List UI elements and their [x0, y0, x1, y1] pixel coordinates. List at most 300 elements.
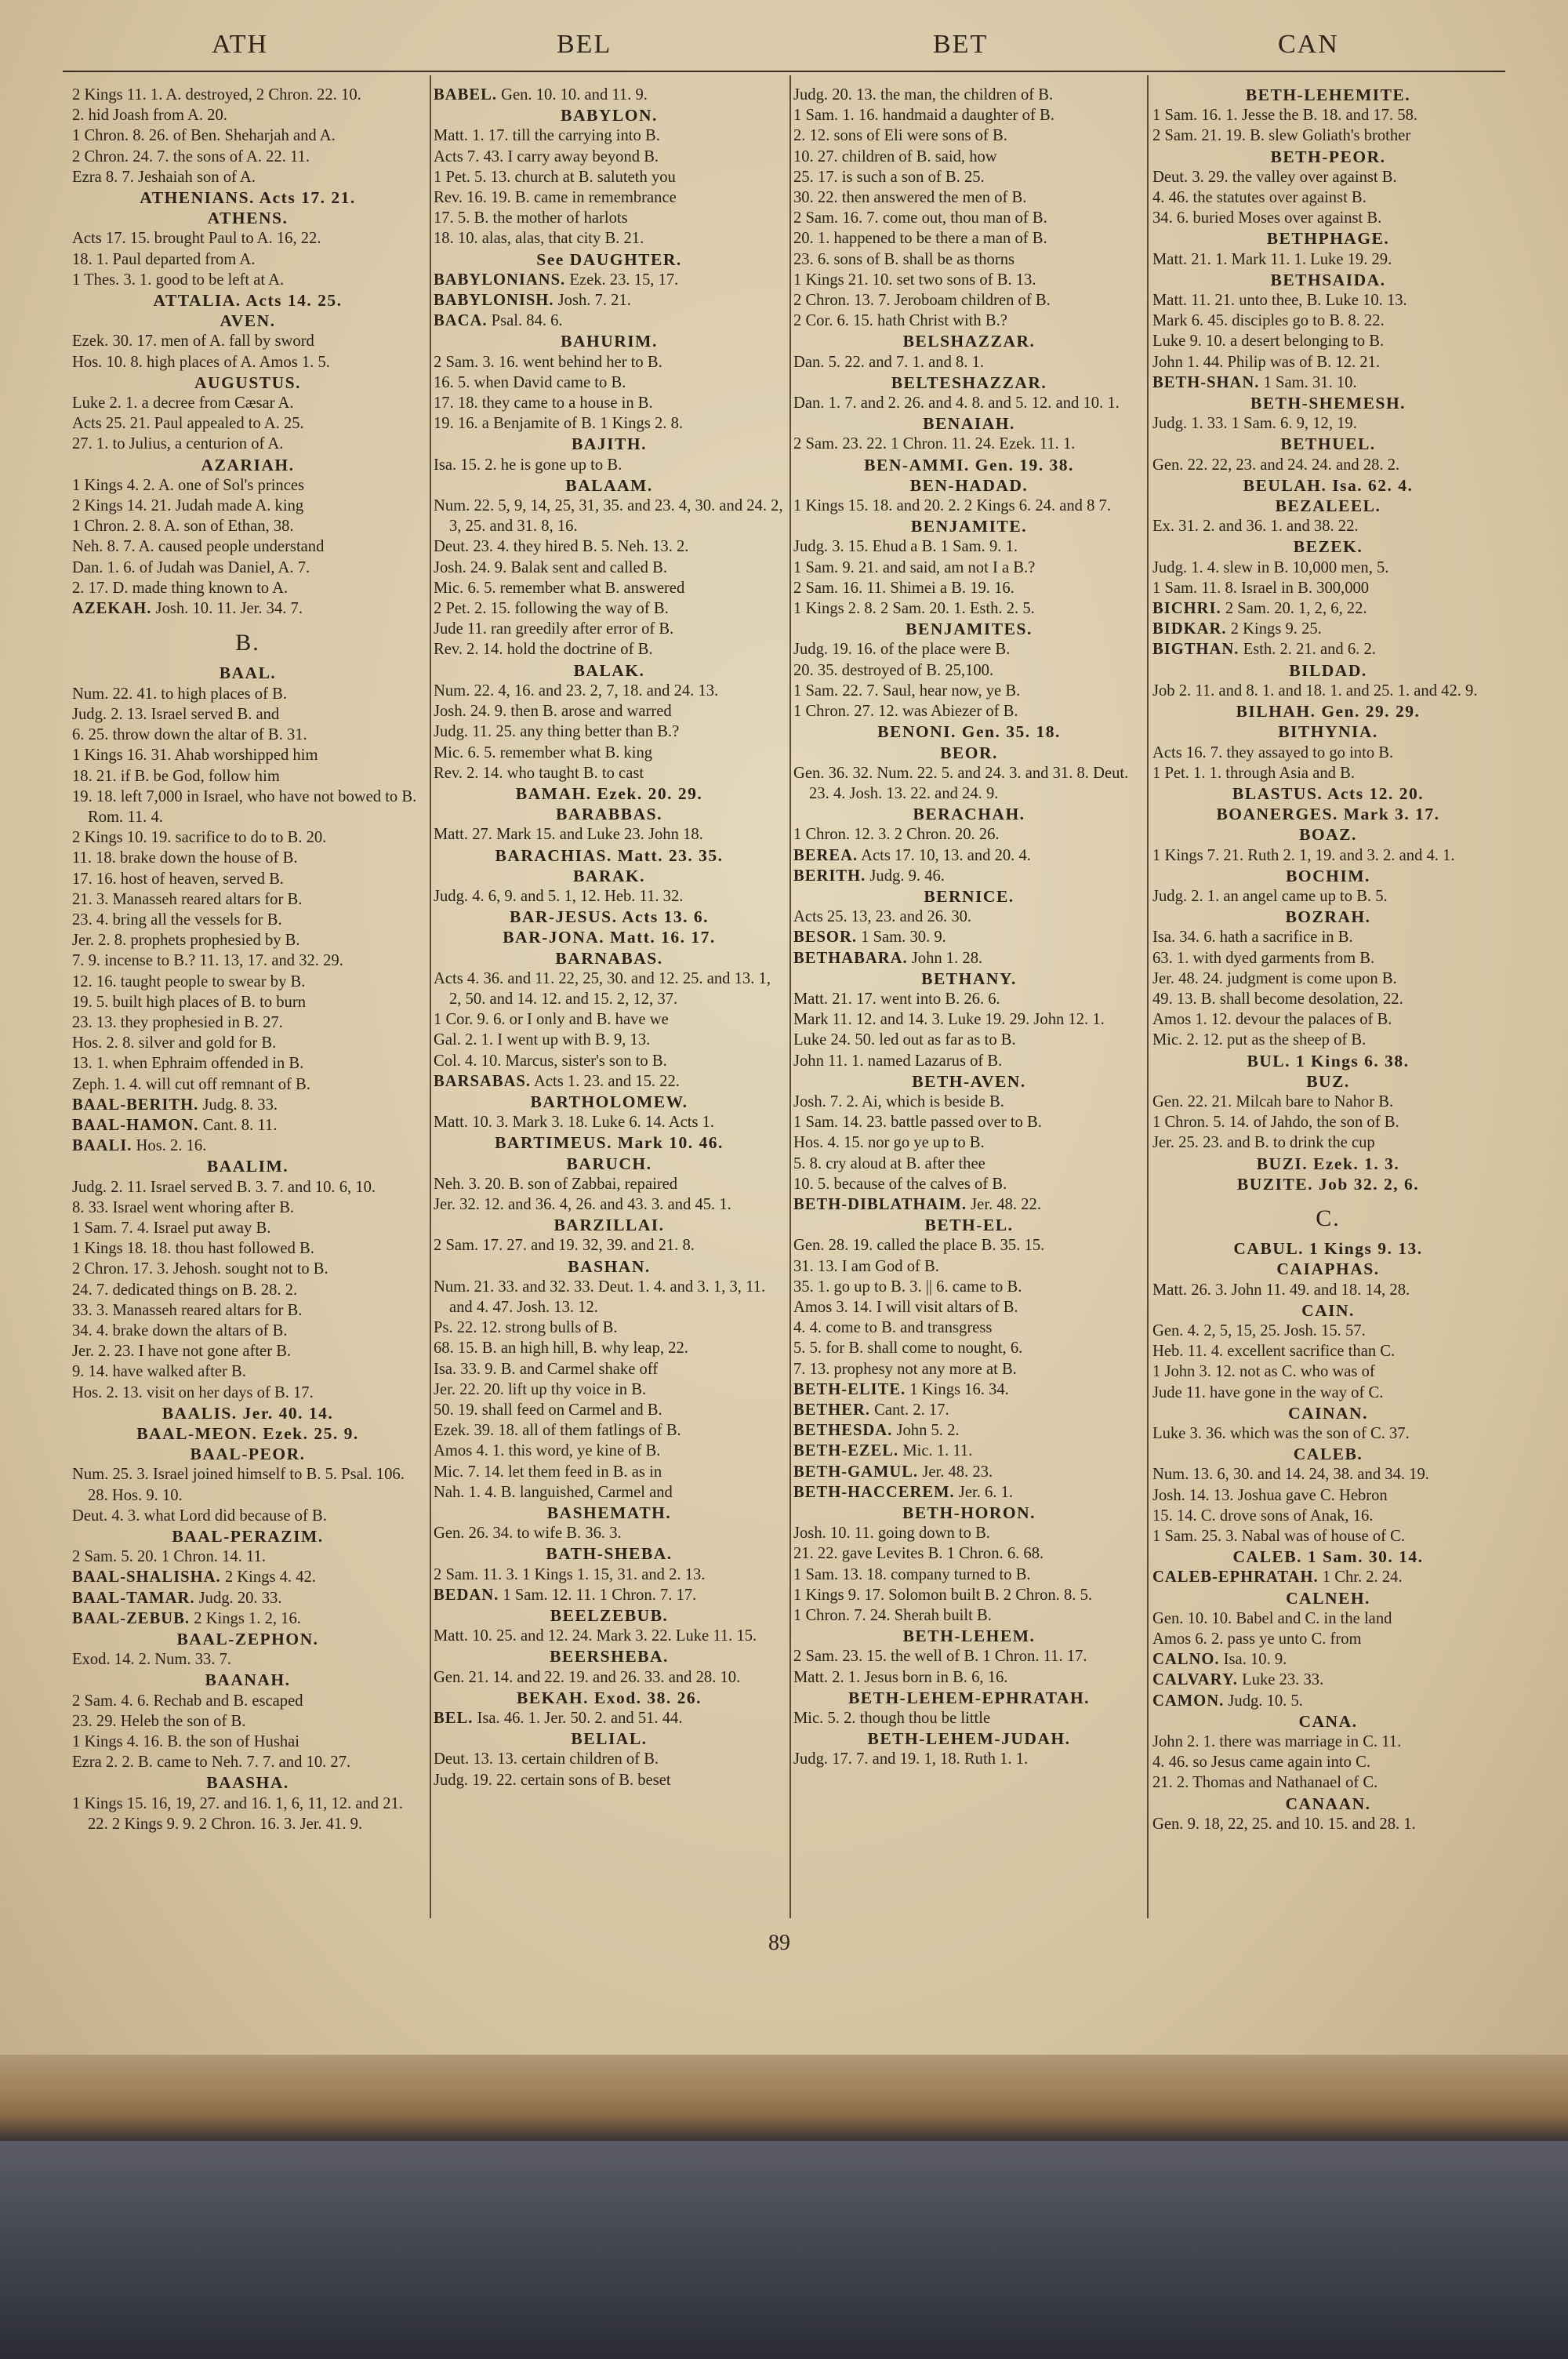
reference-line: Hos. 2. 13. visit on her days of B. 17. — [72, 1383, 314, 1401]
running-head-3: BET — [933, 30, 989, 59]
entry-heading: BAAL-PERAZIM. — [172, 1527, 324, 1547]
entry-heading: CAIN. — [1301, 1300, 1355, 1320]
reference-line: Gen. 26. 34. to wife B. 36. 3. — [434, 1525, 622, 1543]
entry-heading: BEULAH. Isa. 62. 4. — [1243, 475, 1414, 495]
entry-line: BETHER. Cant. 2. 17. — [793, 1401, 949, 1419]
reference-line: 7. 13. prophesy not any more at B. — [793, 1360, 1017, 1378]
entry-heading: CAINAN. — [1288, 1403, 1368, 1423]
entry-heading: BETH-AVEN. — [912, 1071, 1026, 1091]
reference-line: 1 Sam. 1. 16. handmaid a daughter of B. — [793, 107, 1054, 125]
reference-line: 1 Sam. 16. 1. Jesse the B. 18. and 17. 58. — [1152, 107, 1418, 125]
reference-line: Acts 25. 13, 23. and 26. 30. — [793, 908, 972, 926]
entry-line: CALEB-EPHRATAH. 1 Chr. 2. 24. — [1152, 1568, 1403, 1587]
entry-heading: BELSHAZZAR. — [902, 332, 1036, 351]
entry-heading: ATTALIA. Acts 14. 25. — [153, 291, 343, 311]
reference-line: 4. 4. come to B. and transgress — [793, 1319, 993, 1337]
reference-line: Dan. 1. 6. of Judah was Daniel, A. 7. — [72, 558, 310, 576]
entry-heading: BEERSHEBA. — [550, 1647, 669, 1667]
reference-line: 1 Kings 15. 18. and 20. 2. 2 Kings 6. 24. and 8 7. — [793, 497, 1111, 515]
reference-line: Jer. 48. 24. judgment is come upon B. — [1152, 969, 1397, 987]
reference-line: 2 Sam. 23. 22. 1 Chron. 11. 24. Ezek. 11. 1. — [793, 435, 1076, 453]
reference-line: 2 Chron. 13. 7. Jeroboam children of B. — [793, 292, 1051, 310]
entry-line: BEL. Isa. 46. 1. Jer. 50. 2. and 51. 44. — [434, 1710, 683, 1728]
entry-heading: BAR-JESUS. Acts 13. 6. — [510, 907, 709, 927]
entry-line: BACA. Psal. 84. 6. — [434, 312, 563, 330]
entry-heading: BALAK. — [573, 660, 645, 680]
reference-line: Gen. 4. 2, 5, 15, 25. Josh. 15. 57. — [1152, 1321, 1366, 1339]
entry-heading: BERACHAH. — [913, 805, 1025, 824]
column-rule — [1147, 75, 1149, 1918]
reference-line: Gen. 22. 22, 23. and 24. 24. and 28. 2. — [1152, 456, 1400, 474]
entry-line: BABYLONISH. Josh. 7. 21. — [434, 292, 631, 310]
reference-line: 34. 6. buried Moses over against B. — [1152, 209, 1382, 227]
running-head-4: CAN — [1278, 30, 1339, 59]
reference-line: 50. 19. shall feed on Carmel and B. — [434, 1401, 662, 1419]
reference-line: Neh. 8. 7. A. caused people understand — [72, 538, 325, 556]
reference-line: Luke 3. 36. which was the son of C. 37. — [1152, 1425, 1410, 1442]
entry-heading: BAAL-MEON. Ezek. 25. 9. — [136, 1424, 359, 1443]
reference-line: 1 Kings 21. 10. set two sons of B. 13. — [793, 271, 1036, 289]
reference-line: 1 Kings 7. 21. Ruth 2. 1, 19. and 3. 2. and 4. 1. — [1152, 846, 1455, 864]
reference-line: 10. 5. because of the calves of B. — [793, 1175, 1007, 1193]
reference-line: Matt. 1. 17. till the carrying into B. — [434, 127, 660, 145]
entry-heading: BERNICE. — [924, 886, 1014, 906]
reference-line: Jude 11. ran greedily after error of B. — [434, 620, 674, 638]
reference-line: Jer. 2. 23. I have not gone after B. — [72, 1343, 292, 1361]
reference-line: Acts 17. 15. brought Paul to A. 16, 22. — [72, 230, 321, 248]
entry-heading: BAAL-ZEPHON. — [176, 1630, 319, 1649]
reference-line: Matt. 26. 3. John 11. 49. and 18. 14, 28. — [1152, 1281, 1410, 1299]
entry-heading: BOAZ. — [1299, 825, 1357, 845]
reference-line: 17. 16. host of heaven, served B. — [72, 870, 284, 888]
reference-line: 2 Sam. 4. 6. Rechab and B. escaped — [72, 1692, 303, 1710]
reference-line: Matt. 21. 1. Mark 11. 1. Luke 19. 29. — [1152, 250, 1392, 268]
entry-line: BIDKAR. 2 Kings 9. 25. — [1152, 620, 1322, 638]
reference-line: Isa. 34. 6. hath a sacrifice in B. — [1152, 929, 1353, 947]
entry-line: BARSABAS. Acts 1. 23. and 15. 22. — [434, 1072, 680, 1090]
reference-line: 1 Kings 15. 16, 19, 27. and 16. 1, 6, 11, 12. and 21. 22. 2 Kings 9. 9. 2 Chron. 16. 3. Jer. 41. 9. — [72, 1794, 403, 1833]
reference-line: 2 Kings 14. 21. Judah made A. king — [72, 497, 304, 515]
reference-line: Judg. 4. 6, 9. and 5. 1, 12. Heb. 11. 32. — [434, 887, 684, 905]
reference-line: Rev. 2. 14. hold the doctrine of B. — [434, 641, 653, 659]
entry-heading: BARAK. — [572, 866, 646, 885]
reference-line: 5. 8. cry aloud at B. after thee — [793, 1154, 985, 1172]
reference-line: 35. 1. go up to B. 3. || 6. came to B. — [793, 1278, 1022, 1296]
reference-line: 1 Kings 9. 17. Solomon built B. 2 Chron. 8. 5. — [793, 1586, 1093, 1604]
reference-line: 23. 29. Heleb the son of B. — [72, 1712, 246, 1730]
reference-line: 2 Sam. 17. 27. and 19. 32, 39. and 21. 8. — [434, 1237, 695, 1255]
reference-line: 2 Kings 11. 1. A. destroyed, 2 Chron. 22. 10. — [72, 86, 361, 104]
reference-line: 19. 18. left 7,000 in Israel, who have not bowed to B. Rom. 11. 4. — [72, 787, 417, 826]
reference-line: Nah. 1. 4. B. languished, Carmel and — [434, 1483, 673, 1501]
reference-line: 21. 22. gave Levites B. 1 Chron. 6. 68. — [793, 1545, 1044, 1563]
reference-line: Neh. 3. 20. B. son of Zabbai, repaired — [434, 1175, 678, 1193]
entry-heading: BEELZEBUB. — [550, 1606, 669, 1626]
entry-heading: BETH-EL. — [924, 1216, 1014, 1235]
entry-heading: ATHENS. — [207, 209, 289, 228]
entry-heading: CANAAN. — [1285, 1794, 1371, 1813]
reference-line: Gen. 28. 19. called the place B. 35. 15. — [793, 1237, 1045, 1255]
reference-line: Mark 11. 12. and 14. 3. Luke 19. 29. John 12. 1. — [793, 1011, 1105, 1029]
reference-line: Josh. 7. 2. Ai, which is beside B. — [793, 1092, 1004, 1110]
reference-line: 20. 1. happened to be there a man of B. — [793, 230, 1047, 248]
entry-heading: CANA. — [1298, 1711, 1358, 1731]
reference-line: 16. 5. when David came to B. — [434, 373, 626, 391]
reference-line: 1 Sam. 14. 23. battle passed over to B. — [793, 1114, 1042, 1132]
reference-line: Deut. 23. 4. they hired B. 5. Neh. 13. 2. — [434, 538, 689, 556]
entry-heading: BAHURIM. — [561, 332, 658, 351]
reference-line: Matt. 11. 21. unto thee, B. Luke 10. 13. — [1152, 292, 1407, 310]
entry-heading: BILHAH. Gen. 29. 29. — [1236, 702, 1421, 722]
reference-line: 1 Kings 4. 16. B. the son of Hushai — [72, 1733, 300, 1751]
reference-line: 1 Sam. 11. 8. Israel in B. 300,000 — [1152, 579, 1370, 597]
reference-line: John 1. 44. Philip was of B. 12. 21. — [1152, 353, 1381, 371]
section-letter: C. — [1316, 1205, 1341, 1231]
reference-line: Gal. 2. 1. I went up with B. 9, 13. — [434, 1031, 651, 1049]
reference-line: 12. 16. taught people to swear by B. — [72, 972, 306, 990]
reference-line: 9. 14. have walked after B. — [72, 1363, 246, 1381]
reference-line: 24. 7. dedicated things on B. 28. 2. — [72, 1281, 298, 1299]
entry-heading: BARZILLAI. — [554, 1216, 665, 1235]
reference-line: Amos 6. 2. pass ye unto C. from — [1152, 1630, 1362, 1648]
entry-line: BETHABARA. John 1. 28. — [793, 949, 983, 967]
reference-line: 2 Sam. 3. 16. went behind her to B. — [434, 353, 662, 371]
reference-line: Judg. 1. 33. 1 Sam. 6. 9, 12, 19. — [1152, 415, 1357, 433]
desk-surface — [0, 2141, 1568, 2359]
entry-heading: ATHENIANS. Acts 17. 21. — [140, 188, 356, 208]
reference-line: Acts 7. 43. I carry away beyond B. — [434, 147, 659, 165]
entry-heading: BAASHA. — [206, 1773, 289, 1793]
reference-line: Zeph. 1. 4. will cut off remnant of B. — [72, 1075, 310, 1093]
reference-line: Mic. 6. 5. remember what B. answered — [434, 579, 685, 597]
entry-heading: BEN-AMMI. Gen. 19. 38. — [864, 455, 1074, 474]
reference-line: 49. 13. B. shall become desolation, 22. — [1152, 990, 1403, 1008]
reference-line: 1 Thes. 3. 1. good to be left at A. — [72, 271, 285, 289]
reference-line: 1 Sam. 25. 3. Nabal was of house of C. — [1152, 1528, 1406, 1546]
entry-line: CALVARY. Luke 23. 33. — [1152, 1671, 1324, 1689]
reference-line: 11. 18. brake down the house of B. — [72, 849, 298, 867]
reference-line: 30. 22. then answered the men of B. — [793, 189, 1027, 207]
reference-line: 1 Kings 4. 2. A. one of Sol's princes — [72, 476, 305, 494]
reference-line: 1 Sam. 9. 21. and said, am not I a B.? — [793, 558, 1036, 576]
reference-line: Matt. 2. 1. Jesus born in B. 6, 16. — [793, 1668, 1008, 1686]
entry-heading: BUL. 1 Kings 6. 38. — [1247, 1051, 1410, 1070]
entry-heading: CALEB. 1 Sam. 30. 14. — [1232, 1547, 1424, 1567]
reference-line: John 2. 1. there was marriage in C. 11. — [1152, 1733, 1402, 1751]
reference-line: Judg. 20. 13. the man, the children of B. — [793, 86, 1054, 104]
reference-line: Deut. 4. 3. what Lord did because of B. — [72, 1507, 327, 1525]
reference-line: Matt. 21. 17. went into B. 26. 6. — [793, 990, 1000, 1008]
concordance-column-4 — [1152, 85, 1504, 1834]
reference-line: Mic. 2. 12. put as the sheep of B. — [1152, 1031, 1367, 1049]
reference-line: 2 Sam. 5. 20. 1 Chron. 14. 11. — [72, 1548, 266, 1566]
reference-line: 2. 17. D. made thing known to A. — [72, 579, 289, 597]
entry-line: BAAL-ZEBUB. 2 Kings 1. 2, 16. — [72, 1609, 301, 1627]
reference-line: Gen. 36. 32. Num. 22. 5. and 24. 3. and 31. 8. Deut. 23. 4. Josh. 13. 22. and 24. 9. — [793, 764, 1129, 802]
entry-heading: BOANERGES. Mark 3. 17. — [1216, 805, 1440, 824]
entry-line: BABYLONIANS. Ezek. 23. 15, 17. — [434, 271, 679, 289]
reference-line: 1 Cor. 9. 6. or I only and B. have we — [434, 1011, 669, 1029]
section-letter: B. — [235, 630, 260, 656]
reference-line: Gen. 21. 14. and 22. 19. and 26. 33. and 28. 10. — [434, 1668, 741, 1686]
reference-line: Amos 4. 1. this word, ye kine of B. — [434, 1442, 661, 1460]
entry-heading: BETHUEL. — [1280, 434, 1376, 454]
entry-heading: BETH-PEOR. — [1270, 147, 1386, 166]
entry-heading: BENAIAH. — [923, 414, 1015, 434]
reference-line: Mic. 6. 5. remember what B. king — [434, 743, 653, 761]
entry-heading: See DAUGHTER. — [536, 249, 682, 269]
reference-line: 2 Pet. 2. 15. following the way of B. — [434, 600, 669, 618]
reference-line: 1 John 3. 12. not as C. who was of — [1152, 1363, 1375, 1381]
entry-line: BEDAN. 1 Sam. 12. 11. 1 Chron. 7. 17. — [434, 1586, 697, 1604]
reference-line: Judg. 19. 22. certain sons of B. beset — [434, 1771, 671, 1789]
reference-line: Judg. 19. 16. of the place were B. — [793, 641, 1011, 659]
entry-line: CAMON. Judg. 10. 5. — [1152, 1692, 1303, 1710]
entry-heading: BETH-LEHEM-JUDAH. — [867, 1729, 1071, 1749]
entry-heading: BETH-HORON. — [902, 1503, 1036, 1523]
reference-line: Hos. 2. 8. silver and gold for B. — [72, 1034, 277, 1052]
entry-heading: BARACHIAS. Matt. 23. 35. — [495, 845, 724, 865]
column-rule — [430, 75, 431, 1918]
entry-line: BETH-SHAN. 1 Sam. 31. 10. — [1152, 373, 1357, 391]
reference-line: 4. 46. the statutes over against B. — [1152, 189, 1367, 207]
reference-line: 19. 16. a Benjamite of B. 1 Kings 2. 8. — [434, 415, 684, 433]
reference-line: 1 Chron. 12. 3. 2 Chron. 20. 26. — [793, 826, 1000, 844]
reference-line: Dan. 1. 7. and 2. 26. and 4. 8. and 5. 12. and 10. 1. — [793, 394, 1120, 413]
reference-line: Amos 3. 14. I will visit altars of B. — [793, 1298, 1018, 1316]
reference-line: Judg. 3. 15. Ehud a B. 1 Sam. 9. 1. — [793, 538, 1018, 556]
reference-line: Col. 4. 10. Marcus, sister's son to B. — [434, 1052, 667, 1070]
reference-line: Judg. 2. 13. Israel served B. and — [72, 705, 280, 723]
page-number: 89 — [768, 1931, 790, 1955]
reference-line: John 11. 1. named Lazarus of B. — [793, 1052, 1003, 1070]
reference-line: Jer. 2. 8. prophets prophesied by B. — [72, 932, 300, 950]
entry-heading: BAAL-PEOR. — [190, 1445, 306, 1464]
entry-heading: BAANAH. — [205, 1670, 291, 1690]
entry-heading: CALEB. — [1293, 1445, 1363, 1464]
book-edge — [0, 2055, 1568, 2141]
reference-line: Mark 6. 45. disciples go to B. 8. 22. — [1152, 312, 1385, 330]
entry-heading: BITHYNIA. — [1278, 722, 1378, 742]
entry-heading: CABUL. 1 Kings 9. 13. — [1233, 1239, 1423, 1259]
reference-line: Num. 25. 3. Israel joined himself to B. 5. Psal. 106. 28. Hos. 9. 10. — [72, 1466, 405, 1504]
reference-line: 23. 4. bring all the vessels for B. — [72, 911, 282, 929]
reference-line: 21. 3. Manasseh reared altars for B. — [72, 890, 303, 908]
reference-line: 1 Chron. 5. 14. of Jahdo, the son of B. — [1152, 1114, 1399, 1132]
reference-line: 34. 4. brake down the altars of B. — [72, 1321, 288, 1339]
entry-line: AZEKAH. Josh. 10. 11. Jer. 34. 7. — [72, 600, 303, 618]
reference-line: Rev. 16. 19. B. came in remembrance — [434, 189, 677, 207]
reference-line: 17. 5. B. the mother of harlots — [434, 209, 628, 227]
reference-line: Judg. 1. 4. slew in B. 10,000 men, 5. — [1152, 558, 1389, 576]
entry-heading: BARNABAS. — [555, 948, 663, 968]
entry-line: BESOR. 1 Sam. 30. 9. — [793, 929, 946, 947]
entry-heading: BENONI. Gen. 35. 18. — [877, 722, 1061, 742]
entry-heading: BAALIS. Jer. 40. 14. — [162, 1403, 334, 1423]
entry-heading: BALAAM. — [565, 475, 653, 495]
entry-heading: BETHANY. — [921, 969, 1017, 988]
entry-line: BEREA. Acts 17. 10, 13. and 20. 4. — [793, 846, 1031, 864]
entry-line: BETH-ELITE. 1 Kings 16. 34. — [793, 1380, 1009, 1398]
entry-line: BETH-HACCEREM. Jer. 6. 1. — [793, 1483, 1014, 1501]
reference-line: Gen. 10. 10. Babel and C. in the land — [1152, 1609, 1392, 1627]
entry-line: BETH-DIBLATHAIM. Jer. 48. 22. — [793, 1195, 1041, 1213]
entry-heading: BEKAH. Exod. 38. 26. — [516, 1688, 702, 1707]
reference-line: 17. 18. they came to a house in B. — [434, 394, 653, 413]
reference-line: 13. 1. when Ephraim offended in B. — [72, 1055, 304, 1073]
reference-line: Josh. 14. 13. Joshua gave C. Hebron — [1152, 1486, 1388, 1504]
entry-heading: BATH-SHEBA. — [546, 1544, 673, 1564]
entry-heading: BARTIMEUS. Mark 10. 46. — [495, 1133, 724, 1153]
reference-line: Num. 21. 33. and 32. 33. Deut. 1. 4. and 3. 1, 3, 11. and 4. 47. Josh. 13. 12. — [434, 1278, 766, 1316]
entry-heading: BAAL. — [219, 663, 277, 683]
reference-line: 1 Chron. 2. 8. A. son of Ethan, 38. — [72, 518, 294, 536]
entry-heading: BEN-HADAD. — [909, 475, 1029, 495]
reference-line: Gen. 9. 18, 22, 25. and 10. 15. and 28. 1. — [1152, 1815, 1416, 1833]
reference-line: 8. 33. Israel went whoring after B. — [72, 1198, 295, 1216]
entry-line: BAAL-HAMON. Cant. 8. 11. — [72, 1116, 278, 1134]
entry-heading: BABYLON. — [561, 106, 658, 125]
reference-line: Mic. 5. 2. though thou be little — [793, 1710, 991, 1728]
reference-line: Judg. 2. 1. an angel came up to B. 5. — [1152, 887, 1388, 905]
entry-line: BERITH. Judg. 9. 46. — [793, 867, 945, 885]
reference-line: Josh. 24. 9. then B. arose and warred — [434, 703, 672, 721]
reference-line: Josh. 24. 9. Balak sent and called B. — [434, 558, 667, 576]
entry-line: BAAL-BERITH. Judg. 8. 33. — [72, 1096, 278, 1114]
reference-line: 2 Sam. 16. 11. Shimei a B. 19. 16. — [793, 579, 1014, 597]
reference-line: Hos. 4. 15. nor go ye up to B. — [793, 1134, 985, 1152]
entry-line: BETHESDA. John 5. 2. — [793, 1422, 960, 1440]
entry-heading: BASHAN. — [568, 1256, 651, 1276]
entry-heading: BENJAMITES. — [906, 620, 1033, 639]
reference-line: Judg. 11. 25. any thing better than B.? — [434, 723, 680, 741]
reference-line: 1 Chron. 27. 12. was Abiezer of B. — [793, 703, 1018, 721]
reference-line: 33. 3. Manasseh reared altars for B. — [72, 1301, 303, 1319]
reference-line: Isa. 33. 9. B. and Carmel shake off — [434, 1360, 659, 1378]
reference-line: Ps. 22. 12. strong bulls of B. — [434, 1319, 618, 1337]
entry-line: BIGTHAN. Esth. 2. 21. and 6. 2. — [1152, 641, 1376, 659]
entry-line: BABEL. Gen. 10. 10. and 11. 9. — [434, 86, 648, 104]
reference-line: Jude 11. have gone in the way of C. — [1152, 1383, 1384, 1401]
reference-line: Jer. 32. 12. and 36. 4, 26. and 43. 3. and 45. 1. — [434, 1195, 731, 1213]
entry-heading: CALNEH. — [1286, 1588, 1370, 1608]
reference-line: Luke 9. 10. a desert belonging to B. — [1152, 333, 1385, 351]
entry-heading: BETH-LEHEM-EPHRATAH. — [848, 1688, 1091, 1707]
reference-line: Exod. 14. 2. Num. 33. 7. — [72, 1651, 232, 1669]
reference-line: 25. 17. is such a son of B. 25. — [793, 168, 985, 186]
entry-heading: BAMAH. Ezek. 20. 29. — [515, 783, 703, 803]
reference-line: 2 Kings 10. 19. sacrifice to do to B. 20. — [72, 829, 327, 847]
entry-heading: BOZRAH. — [1285, 907, 1371, 927]
entry-line: BAALI. Hos. 2. 16. — [72, 1137, 207, 1155]
reference-line: 1 Sam. 7. 4. Israel put away B. — [72, 1219, 271, 1237]
reference-line: Judg. 2. 11. Israel served B. 3. 7. and 10. 6, 10. — [72, 1178, 376, 1196]
entry-heading: BAJITH. — [572, 434, 647, 454]
reference-line: Num. 22. 41. to high places of B. — [72, 685, 287, 703]
entry-heading: BARUCH. — [566, 1154, 652, 1173]
reference-line: Luke 2. 1. a decree from Cæsar A. — [72, 394, 294, 413]
reference-line: 18. 10. alas, alas, that city B. 21. — [434, 230, 644, 248]
entry-heading: BILDAD. — [1289, 660, 1367, 680]
entry-line: BETH-EZEL. Mic. 1. 11. — [793, 1442, 973, 1460]
entry-heading: AZARIAH. — [201, 455, 295, 474]
reference-line: Deut. 13. 13. certain children of B. — [434, 1750, 659, 1768]
reference-line: Matt. 10. 25. and 12. 24. Mark 3. 22. Luke 11. 15. — [434, 1627, 757, 1645]
reference-line: 5. 5. for B. shall come to nought, 6. — [793, 1339, 1023, 1358]
reference-line: 1 Kings 16. 31. Ahab worshipped him — [72, 747, 318, 765]
reference-line: Jer. 22. 20. lift up thy voice in B. — [434, 1380, 647, 1398]
reference-line: Job 2. 11. and 8. 1. and 18. 1. and 25. 1. and 42. 9. — [1152, 682, 1478, 700]
reference-line: Isa. 15. 2. he is gone up to B. — [434, 456, 622, 474]
reference-line: Ezra 2. 2. B. came to Neh. 7. 7. and 10. 27. — [72, 1754, 351, 1772]
entry-line: CALNO. Isa. 10. 9. — [1152, 1651, 1287, 1669]
reference-line: 21. 2. Thomas and Nathanael of C. — [1152, 1774, 1378, 1792]
reference-line: 15. 14. C. drove sons of Anak, 16. — [1152, 1507, 1374, 1525]
reference-line: 23. 6. sons of B. shall be as thorns — [793, 250, 1015, 268]
entry-heading: BELTESHAZZAR. — [891, 373, 1047, 392]
running-head-2: BEL — [557, 30, 612, 59]
reference-line: Amos 1. 12. devour the palaces of B. — [1152, 1011, 1392, 1029]
column-rule — [789, 75, 791, 1918]
reference-line: Acts 16. 7. they assayed to go into B. — [1152, 743, 1394, 761]
concordance-column-2 — [434, 85, 785, 1790]
concordance-column-3 — [793, 85, 1145, 1770]
reference-line: 2. hid Joash from A. 20. — [72, 107, 227, 125]
reference-line: 7. 9. incense to B.? 11. 13, 17. and 32. 29. — [72, 952, 343, 970]
reference-line: 2 Chron. 24. 7. the sons of A. 22. 11. — [72, 147, 310, 165]
reference-line: 31. 13. I am God of B. — [793, 1257, 939, 1275]
reference-line: 1 Sam. 22. 7. Saul, hear now, ye B. — [793, 682, 1021, 700]
entry-heading: BETH-LEHEM. — [902, 1627, 1036, 1646]
reference-line: Acts 4. 36. and 11. 22, 25, 30. and 12. 25. and 13. 1, 2, 50. and 14. 12. and 15. 2, 12, 37. — [434, 969, 771, 1008]
reference-line: Josh. 10. 11. going down to B. — [793, 1525, 990, 1543]
reference-line: 18. 1. Paul departed from A. — [72, 250, 256, 268]
reference-line: 2. 12. sons of Eli were sons of B. — [793, 127, 1007, 145]
entry-heading: AUGUSTUS. — [194, 373, 301, 392]
running-head-1: ATH — [212, 30, 269, 59]
reference-line: Ex. 31. 2. and 36. 1. and 38. 22. — [1152, 518, 1359, 536]
entry-heading: BETHPHAGE. — [1266, 229, 1390, 249]
reference-line: 1 Chron. 7. 24. Sherah built B. — [793, 1607, 992, 1625]
reference-line: 19. 5. built high places of B. to burn — [72, 993, 307, 1011]
reference-line: Judg. 17. 7. and 19. 1, 18. Ruth 1. 1. — [793, 1750, 1029, 1768]
reference-line: 20. 35. destroyed of B. 25,100. — [793, 661, 994, 679]
reference-line: 2 Sam. 16. 7. come out, thou man of B. — [793, 209, 1047, 227]
concordance-column-1 — [72, 85, 423, 1834]
entry-heading: BETH-SHEMESH. — [1250, 394, 1406, 413]
reference-line: Rev. 2. 14. who taught B. to cast — [434, 764, 644, 782]
reference-line: 68. 15. B. an high hill, B. why leap, 22. — [434, 1339, 688, 1358]
entry-heading: BLASTUS. Acts 12. 20. — [1232, 783, 1425, 803]
reference-line: Acts 25. 21. Paul appealed to A. 25. — [72, 415, 304, 433]
reference-line: 1 Pet. 5. 13. church at B. saluteth you — [434, 168, 676, 186]
entry-heading: BAR-JONA. Matt. 16. 17. — [503, 928, 716, 947]
reference-line: Heb. 11. 4. excellent sacrifice than C. — [1152, 1343, 1396, 1361]
reference-line: 2 Chron. 17. 3. Jehosh. sought not to B. — [72, 1260, 328, 1278]
reference-line: 6. 25. throw down the altar of B. 31. — [72, 726, 307, 744]
entry-line: BETH-GAMUL. Jer. 48. 23. — [793, 1463, 993, 1481]
reference-line: Num. 22. 4, 16. and 23. 2, 7, 18. and 24. 13. — [434, 682, 719, 700]
reference-line: Deut. 3. 29. the valley over against B. — [1152, 168, 1397, 186]
reference-line: 1 Pet. 1. 1. through Asia and B. — [1152, 764, 1355, 782]
entry-heading: BUZ. — [1306, 1071, 1350, 1091]
reference-line: Dan. 5. 22. and 7. 1. and 8. 1. — [793, 353, 985, 371]
entry-heading: BEZALEEL. — [1275, 496, 1381, 516]
reference-line: 23. 13. they prophesied in B. 27. — [72, 1013, 283, 1031]
entry-heading: BUZI. Ezek. 1. 3. — [1256, 1154, 1400, 1173]
reference-line: 2 Cor. 6. 15. hath Christ with B.? — [793, 312, 1007, 330]
entry-heading: BETHSAIDA. — [1270, 270, 1386, 289]
